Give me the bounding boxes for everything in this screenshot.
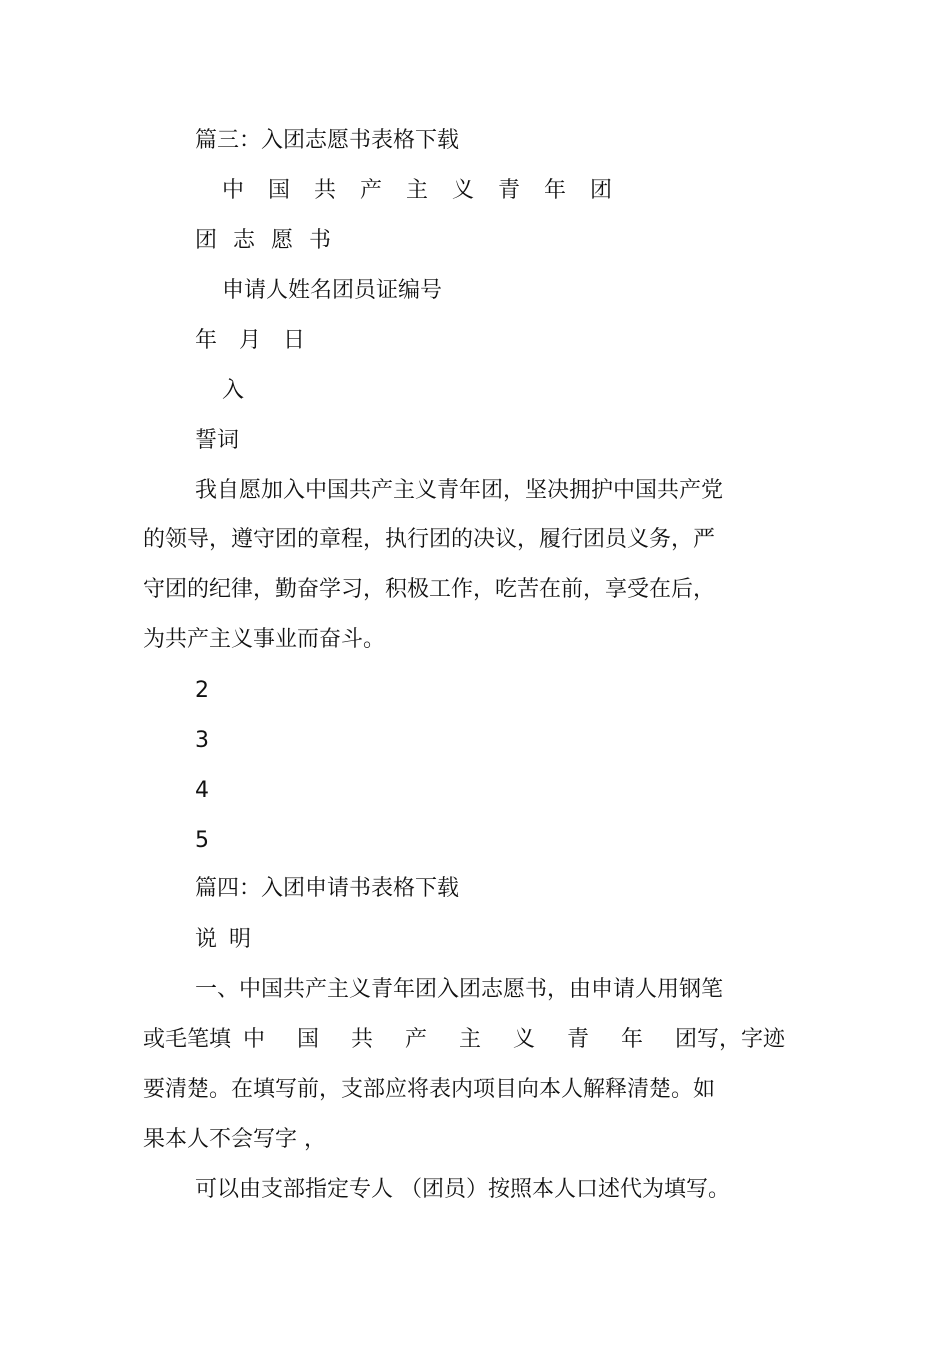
explain-title: 说明 xyxy=(195,927,264,952)
date-line xyxy=(195,326,327,356)
para1-line-2-org-name: 中国共产主义青年 xyxy=(243,1027,676,1052)
oath-line-2: 的领导，遵守团的章程，执行团的决议，履行团员义务，严 xyxy=(143,527,716,552)
date-day-label: 日 xyxy=(283,328,306,353)
section3-title: 篇三：入团志愿书表格下载 xyxy=(195,128,460,153)
section4-title: 篇四：入团申请书表格下载 xyxy=(195,876,460,901)
date-year-label: 年 xyxy=(195,328,218,353)
para1-line-2-end: 团写，字迹 xyxy=(675,1027,786,1052)
para1-line-2 xyxy=(143,1025,785,1055)
form-title: 团志愿书 xyxy=(195,228,348,253)
number-4: 4 xyxy=(195,778,209,803)
para1-line-3: 要清楚。在填写前，支部应将表内项目向本人解释清楚。如 xyxy=(143,1077,716,1102)
oath-title: 誓词 xyxy=(195,428,240,453)
para1-line-2-start: 或毛笔填 xyxy=(143,1027,232,1052)
applicant-line: 申请人姓名团员证编号 xyxy=(222,278,443,303)
number-3: 3 xyxy=(195,728,209,753)
number-5: 5 xyxy=(195,828,209,853)
org-name-heading: 中国共产主义青年团 xyxy=(222,178,637,203)
oath-line-1: 我自愿加入中国共产主义青年团，坚决拥护中国共产党 xyxy=(195,478,724,503)
date-month-label: 月 xyxy=(239,328,262,353)
oath-line-3: 守团的纪律，勤奋学习，积极工作，吃苦在前，享受在后， xyxy=(143,577,716,602)
oath-line-4: 为共产主义事业而奋斗。 xyxy=(143,627,386,652)
para1-line-1: 一、中国共产主义青年团入团志愿书，由申请人用钢笔 xyxy=(195,977,724,1002)
ru-char: 入 xyxy=(222,378,245,403)
number-2: 2 xyxy=(195,678,209,703)
para1-line-4: 果本人不会写字 ， xyxy=(143,1127,326,1152)
para1-line-5: 可以由支部指定专人 （团员）按照本人口述代为填写。 xyxy=(195,1177,730,1202)
